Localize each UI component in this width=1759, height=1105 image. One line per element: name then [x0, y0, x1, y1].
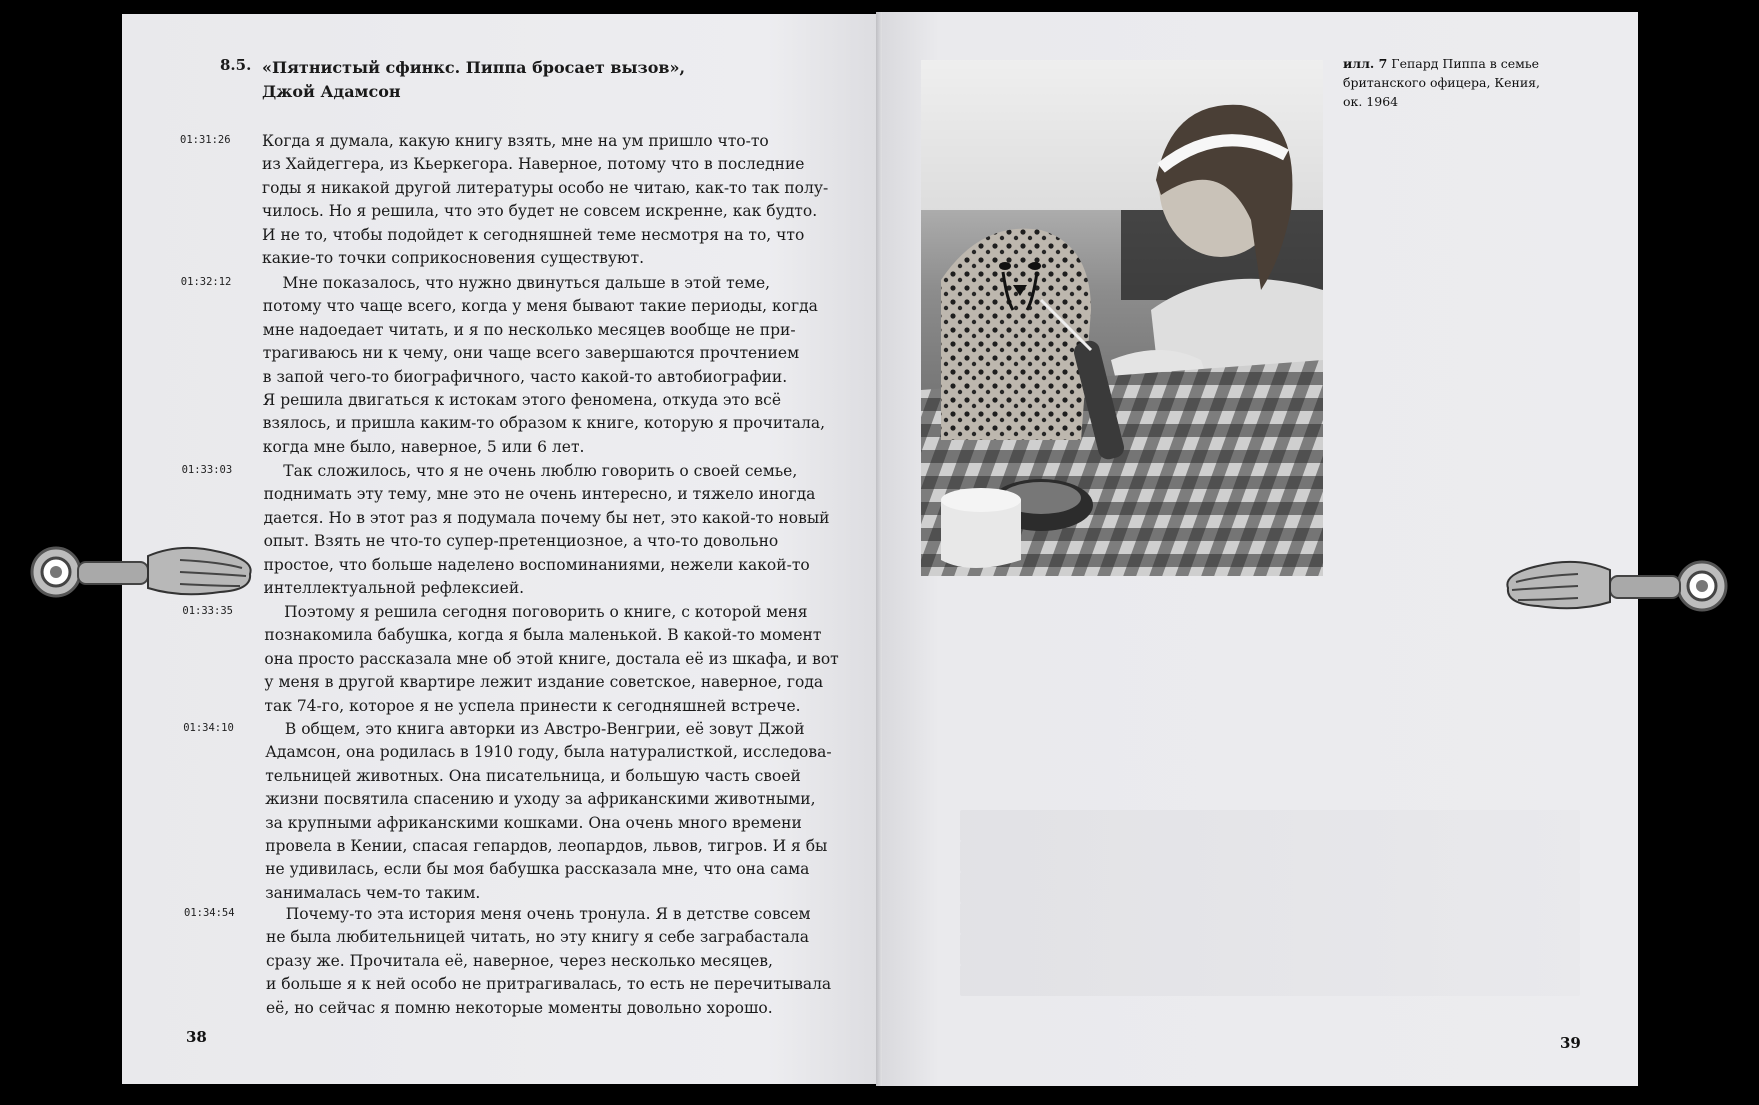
- page-number-right: 39: [1560, 1034, 1581, 1052]
- text-line: тельницей животных. Она писательница, и большую часть своей: [265, 766, 801, 785]
- text-line: Адамсон, она родилась в 1910 году, была натуралисткой, исследова-: [265, 743, 832, 762]
- timestamp: 01:32:12: [180, 276, 232, 288]
- text-line: провела в Кении, спасая гепардов, леопардов, львов, тигров. И я бы: [265, 837, 828, 856]
- book-spine: [876, 12, 882, 1086]
- text-line: сразу же. Прочитала её, наверное, через несколько месяцев,: [266, 951, 773, 970]
- text-line: В общем, это книга авторки из Австро-Венгрии, её зовут Джой: [265, 720, 805, 738]
- text-line: познакомила бабушка, когда я была маленькой. В какой-то момент: [264, 626, 822, 645]
- text-line: жизни посвятила спасению и уходу за африканскими животными,: [265, 790, 816, 809]
- caption-line-1: Гепард Пиппа в семье: [1391, 56, 1540, 71]
- text-line: годы я никакой другой литературы особо не читаю, как-то так полу-: [262, 178, 829, 197]
- text-line: опыт. Взять не что-то супер-претенциозное, а что-то довольно: [263, 532, 779, 551]
- paragraph-text: [264, 601, 844, 718]
- text-line: Поэтому я решила сегодня поговорить о книге, с которой меня: [264, 603, 808, 621]
- caption-line-2: британского офицера, Кения,: [1343, 75, 1541, 90]
- text-line: не удивилась, если бы моя бабушка рассказала мне, что она сама: [265, 860, 810, 879]
- text-line: чилось. Но я решила, что это будет не совсем искренне, как будто.: [262, 202, 818, 221]
- text-line: занималась чем-то таким.: [265, 883, 481, 902]
- timestamp: 01:34:54: [184, 907, 235, 919]
- text-line: Когда я думала, какую книгу взять, мне на ум пришло что-то: [262, 132, 769, 150]
- text-line: Почему-то эта история меня очень тронула. Я в детстве совсем: [266, 905, 811, 923]
- illustration-caption: [1343, 54, 1563, 111]
- text-line: потому что чаще всего, когда у меня бывают такие периоды, когда: [262, 297, 818, 316]
- text-line: у меня в другой квартире лежит издание советское, наверное, года: [264, 673, 824, 692]
- text-line: в запой чего-то биографичного, часто какой-то автобиографии.: [262, 367, 788, 386]
- text-line: какие-то точки соприкосновения существуют.: [262, 249, 644, 268]
- paragraph-text: [265, 718, 845, 905]
- section-title: [262, 56, 822, 104]
- text-line: поднимать эту тему, мне это не очень интересно, и тяжело иногда: [263, 485, 816, 504]
- page-number-left: 38: [186, 1028, 207, 1046]
- text-line: не была любительницей читать, но эту книгу я себе заграбастала: [266, 928, 810, 947]
- text-line: взялось, и пришла каким-то образом к книге, которую я прочитала,: [262, 414, 826, 433]
- text-line: Так сложилось, что я не очень люблю говорить о своей семье,: [263, 462, 798, 480]
- text-line: трагиваюсь ни к чему, они чаще всего завершаются прочтением: [262, 344, 800, 363]
- section-title-line-2: Джой Адамсон: [262, 82, 401, 101]
- section-title-line-1: «Пятнистый сфинкс. Пиппа бросает вызов»,: [262, 58, 686, 77]
- timestamp: 01:34:10: [183, 722, 234, 734]
- cheetah-photo: [921, 60, 1323, 576]
- text-line: и больше я к ней особо не притрагивалась, то есть не перечитывала: [266, 975, 832, 994]
- text-line: дается. Но в этот раз я подумала почему бы нет, это какой-то новый: [263, 508, 830, 527]
- text-line: когда мне было, наверное, 5 или 6 лет.: [262, 437, 585, 456]
- timestamp: 01:33:03: [181, 464, 233, 476]
- text-line: Я решила двигаться к истокам этого феномена, откуда это всё: [262, 391, 782, 410]
- text-line: её, но сейчас я помню некоторые моменты довольно хорошо.: [266, 998, 773, 1017]
- paragraph-text: [266, 903, 846, 1020]
- text-line: интеллектуальной рефлексией.: [263, 579, 525, 598]
- text-line: И не то, чтобы подойдет к сегодняшней теме несмотря на то, что: [262, 225, 805, 244]
- caption-label: илл. 7: [1343, 56, 1388, 71]
- right-hand-clip: [1498, 546, 1728, 626]
- caption-line-3: ок. 1964: [1343, 94, 1399, 109]
- text-line: она просто рассказала мне об этой книге, достала её из шкафа, и вот: [264, 649, 839, 668]
- timestamp: 01:31:26: [180, 134, 231, 146]
- text-line: так 74-го, которое я не успела принести к сегодняшней встрече.: [264, 696, 801, 715]
- section-number: 8.5.: [220, 56, 252, 74]
- left-hand-clip: [30, 532, 260, 612]
- paragraph-text: [262, 130, 842, 270]
- paragraph-text: [263, 272, 843, 459]
- text-line: за крупными африканскими кошками. Она очень много времени: [265, 813, 802, 832]
- timestamp: 01:33:35: [182, 605, 233, 617]
- text-line: простое, что больше наделено воспоминаниями, нежели какой-то: [263, 555, 810, 574]
- paragraph-text: [264, 460, 844, 600]
- text-line: мне надоедает читать, и я по несколько месяцев вообще не при-: [262, 320, 796, 339]
- text-line: из Хайдеггера, из Кьеркегора. Наверное, потому что в последние: [262, 155, 805, 174]
- text-line: Мне показалось, что нужно двинуться дальше в этой теме,: [262, 274, 771, 292]
